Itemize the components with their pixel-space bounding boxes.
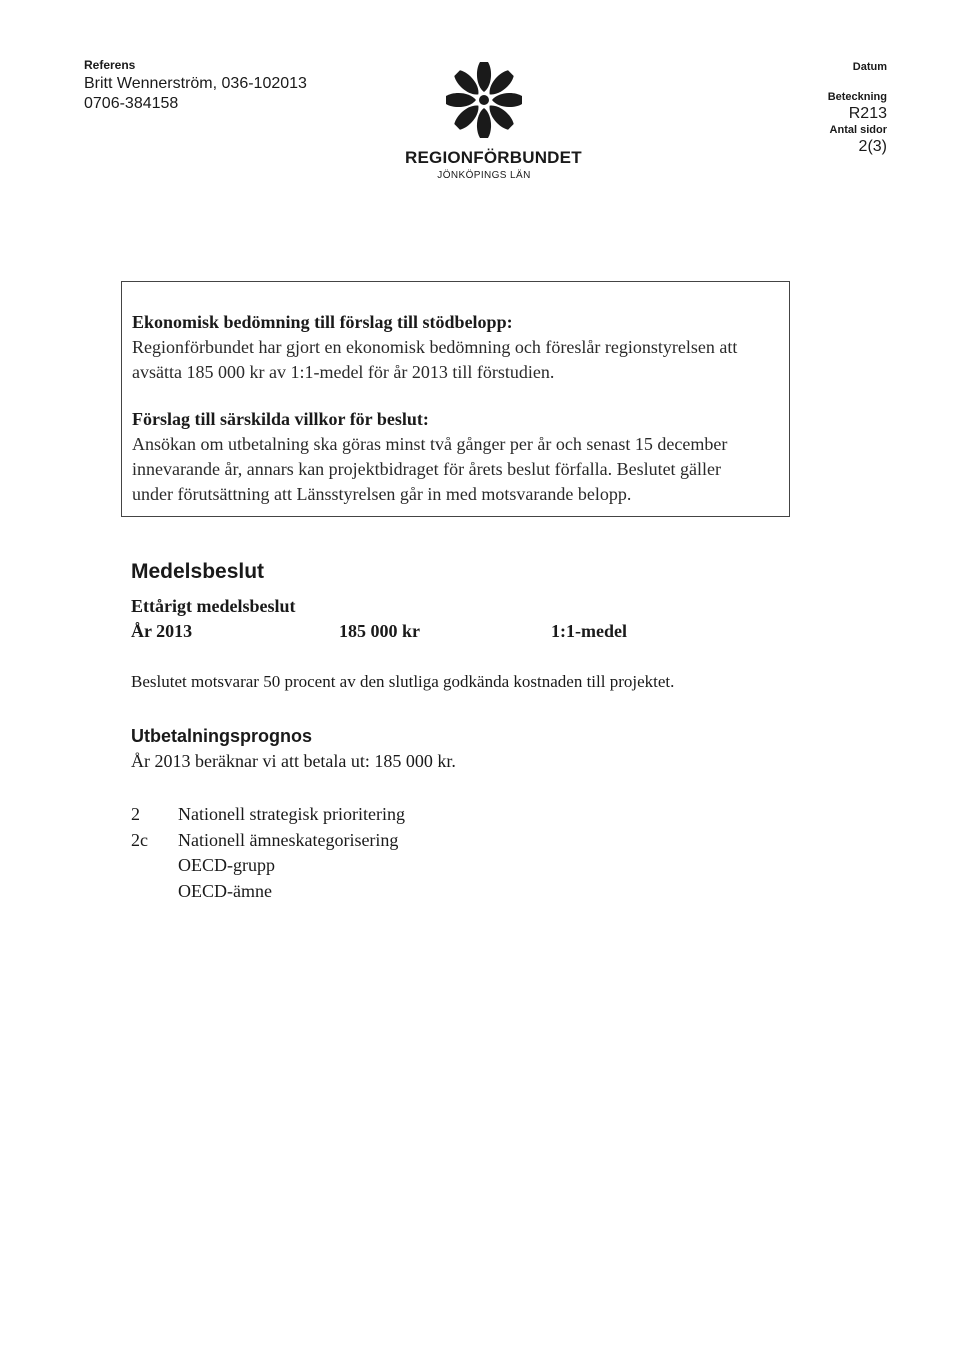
conditions-line-3: under förutsättning att Länsstyrelsen går in med motsvarande belopp. <box>132 484 632 504</box>
main-content <box>131 560 871 904</box>
document-meta <box>828 60 887 156</box>
logo-subtitle: JÖNKÖPINGS LÄN <box>437 170 531 181</box>
decision-year: År 2013 <box>131 621 193 641</box>
classification-code <box>131 879 178 905</box>
classification-label: Nationell strategisk prioritering <box>178 804 405 824</box>
medelsbeslut-subheading: Ettårigt medelsbeslut <box>131 596 296 616</box>
medelsbeslut-heading: Medelsbeslut <box>131 560 265 583</box>
flower-logo-icon <box>442 58 526 142</box>
classification-code: 2c <box>131 829 148 850</box>
utbetalning-heading: Utbetalningsprognos <box>131 726 312 746</box>
reference-label: Referens <box>84 58 136 72</box>
conditions-line-1: Ansökan om utbetalning ska göras minst två gånger per år och senast 15 december <box>132 434 728 454</box>
economic-assessment-line-1: Regionförbundet har gjort en ekonomisk bedömning och föreslår regionstyrelsen att <box>132 337 738 357</box>
classification-label: Nationell ämneskategorisering <box>178 829 399 850</box>
utbetalning-text: År 2013 beräknar vi att betala ut: 185 000 kr. <box>131 751 456 771</box>
classification-label: OECD-ämne <box>178 880 272 901</box>
decision-note: Beslutet motsvarar 50 procent av den slutliga godkända kostnaden till projektet. <box>131 672 675 691</box>
beteckning-label: Beteckning <box>827 91 887 103</box>
conditions-line-2: innevarande år, annars kan projektbidraget för årets beslut förfalla. Beslutet gäller <box>132 459 722 479</box>
list-item <box>131 853 871 879</box>
antal-sidor-label: Antal sidor <box>829 124 887 136</box>
list-item <box>131 828 871 854</box>
assessment-box <box>121 281 790 517</box>
logo-name: REGIONFÖRBUNDET <box>405 148 582 167</box>
list-item <box>131 879 871 905</box>
conditions-title: Förslag till särskilda villkor för beslut: <box>132 409 429 429</box>
antal-sidor-value: 2(3) <box>858 138 887 155</box>
beteckning-value: R213 <box>848 105 887 122</box>
classification-code <box>131 853 178 879</box>
classification-list <box>131 802 871 904</box>
reference-block <box>84 58 307 114</box>
organization-logo <box>405 58 582 181</box>
datum-label: Datum <box>852 61 887 73</box>
reference-phone: 0706-384158 <box>84 95 179 112</box>
decision-type: 1:1-medel <box>551 621 627 641</box>
reference-name: Britt Wennerström, 036-102013 <box>84 75 307 92</box>
economic-assessment-title: Ekonomisk bedömning till förslag till stödbelopp: <box>132 312 513 332</box>
decision-amount: 185 000 kr <box>339 621 420 641</box>
list-item <box>131 802 871 828</box>
economic-assessment-line-2: avsätta 185 000 kr av 1:1-medel för år 2013 till förstudien. <box>132 362 555 382</box>
decision-row <box>131 621 871 642</box>
classification-code: 2 <box>131 804 140 824</box>
classification-label: OECD-grupp <box>178 855 275 875</box>
